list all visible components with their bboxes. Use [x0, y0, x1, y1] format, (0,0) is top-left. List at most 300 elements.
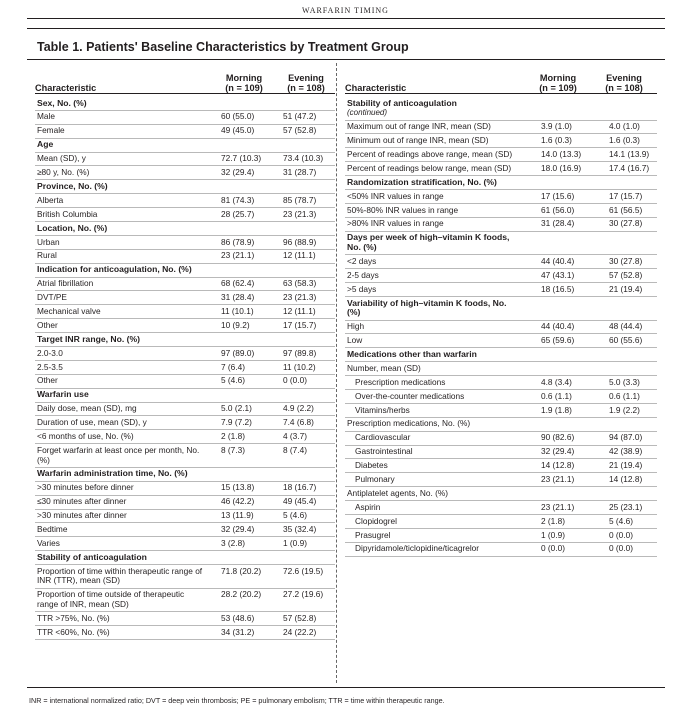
- characteristic-label: Stability of anticoagulation: [37, 551, 147, 562]
- morning-value: [525, 419, 591, 429]
- characteristic-cell: [35, 525, 211, 535]
- evening-value: 73.4 (10.3): [283, 153, 324, 164]
- morning-value: 86 (78.9): [221, 236, 255, 247]
- table-row: [35, 416, 335, 430]
- right-column: [345, 71, 657, 681]
- evening-value: 14 (12.8): [609, 473, 643, 484]
- characteristic-cell: [345, 350, 525, 360]
- characteristic-cell: [345, 136, 525, 146]
- characteristic-cell: [345, 271, 525, 281]
- evening-value: [277, 469, 335, 479]
- characteristic-cell: [345, 178, 525, 188]
- characteristic-label: Male: [37, 111, 55, 122]
- characteristic-label: Age: [37, 139, 54, 150]
- evening-value: 17.4 (16.7): [609, 162, 650, 173]
- characteristic-cell: [35, 628, 211, 638]
- characteristic-label: Vitamins/herbs: [355, 404, 410, 415]
- characteristic-label: Varies: [37, 537, 60, 548]
- morning-value: 1 (0.9): [541, 529, 565, 540]
- morning-value: 60 (55.0): [221, 111, 255, 122]
- characteristic-cell: [35, 210, 211, 220]
- characteristic-label: Percent of readings below range, mean (SD): [347, 162, 512, 173]
- evening-value: 61 (56.5): [609, 204, 643, 215]
- table-row: [345, 418, 657, 432]
- section-row: [35, 97, 335, 111]
- evening-value: 21 (19.4): [609, 460, 643, 471]
- evening-value: [277, 99, 335, 109]
- table-row: [35, 125, 335, 139]
- characteristic-cell: [345, 219, 525, 229]
- characteristic-cell: [345, 406, 525, 416]
- morning-value: 90 (82.6): [541, 432, 575, 443]
- morning-value: 0 (0.0): [541, 543, 565, 554]
- characteristic-label: Proportion of time within therapeutic range of INR (TTR), mean (SD): [37, 565, 203, 586]
- left-column: [35, 71, 335, 681]
- characteristic-cell: [345, 392, 525, 402]
- characteristic-cell: [345, 475, 525, 485]
- morning-value: 1.6 (0.3): [541, 135, 572, 146]
- evening-value: 18 (16.7): [283, 482, 317, 493]
- evening-value: 42 (38.9): [609, 446, 643, 457]
- evening-value: 49 (45.4): [283, 496, 317, 507]
- table-row: [345, 543, 657, 557]
- evening-value: 5 (4.6): [283, 510, 307, 521]
- characteristic-label: ≥80 y, No. (%): [37, 167, 90, 178]
- characteristic-cell: [35, 251, 211, 261]
- table-row: [345, 362, 657, 376]
- table-row: [345, 501, 657, 515]
- characteristic-label: Over-the-counter medications: [355, 390, 465, 401]
- characteristic-cell: [35, 614, 211, 624]
- characteristic-cell: [35, 418, 211, 428]
- morning-value: [211, 469, 277, 479]
- morning-value: 5.0 (2.1): [221, 403, 252, 414]
- evening-value: 4 (3.7): [283, 430, 307, 441]
- characteristic-label: DVT/PE: [37, 292, 67, 303]
- characteristic-label: Forget warfarin at least once per month, No. (%): [37, 444, 200, 465]
- characteristic-label: Prescription medications, No. (%): [347, 418, 471, 429]
- evening-value: [277, 224, 335, 234]
- evening-value: [591, 99, 657, 118]
- table-frame: [27, 28, 665, 688]
- characteristic-cell: [345, 503, 525, 513]
- morning-value: [211, 390, 277, 400]
- table-row: [345, 204, 657, 218]
- evening-value: 72.6 (19.5): [283, 565, 324, 576]
- characteristic-cell: [35, 196, 211, 206]
- characteristic-label: TTR <60%, No. (%): [37, 626, 110, 637]
- characteristic-label: Warfarin use: [37, 389, 89, 400]
- table-row: [345, 148, 657, 162]
- morning-value: 31 (28.4): [541, 218, 575, 229]
- morning-value: 0.6 (1.1): [541, 390, 572, 401]
- evening-value: 51 (47.2): [283, 111, 317, 122]
- table-row: [345, 404, 657, 418]
- characteristic-cell: [35, 511, 211, 521]
- characteristic-label: Minimum out of range INR, mean (SD): [347, 135, 489, 146]
- evening-value: [277, 265, 335, 275]
- table-row: [345, 473, 657, 487]
- table-row: [35, 403, 335, 417]
- table-row: [345, 515, 657, 529]
- morning-value: 8 (7.3): [221, 444, 245, 455]
- characteristic-cell: [35, 182, 211, 192]
- characteristic-cell: [35, 483, 211, 493]
- characteristic-cell: [35, 279, 211, 289]
- characteristic-label: Rural: [37, 250, 57, 261]
- characteristic-label: Prescription medications: [355, 376, 446, 387]
- characteristic-label: Variability of high–vitamin K foods, No. (%): [347, 297, 507, 318]
- characteristic-label: TTR >75%, No. (%): [37, 612, 110, 623]
- left-table-body: [35, 97, 335, 640]
- morning-value: 65 (59.6): [541, 335, 575, 346]
- section-row: [345, 297, 657, 321]
- table-row: [345, 134, 657, 148]
- morning-value: 13 (11.9): [221, 510, 254, 521]
- morning-value: 3 (2.8): [221, 537, 245, 548]
- continued-note: (continued): [347, 108, 388, 118]
- characteristic-label: Urban: [37, 236, 60, 247]
- morning-value: 32 (29.4): [221, 524, 255, 535]
- morning-value: [211, 553, 277, 563]
- evening-value: 30 (27.8): [609, 218, 643, 229]
- characteristic-cell: [35, 321, 211, 331]
- characteristic-label: >5 days: [347, 283, 377, 294]
- evening-value: 48 (44.4): [609, 321, 643, 332]
- characteristic-label: >80% INR values in range: [347, 218, 444, 229]
- table-title: Table 1. Patients' Baseline Characteristics by Treatment Group: [37, 40, 409, 54]
- table-row: [345, 218, 657, 232]
- characteristic-label: Mechanical valve: [37, 305, 101, 316]
- characteristic-label: Antiplatelet agents, No. (%): [347, 487, 448, 498]
- characteristic-label: Stability of anticoagulation: [347, 97, 457, 108]
- section-row: [35, 389, 335, 403]
- table-row: [35, 194, 335, 208]
- table-row: [345, 446, 657, 460]
- characteristic-cell: [345, 285, 525, 295]
- characteristic-label: Indication for anticoagulation, No. (%): [37, 264, 192, 275]
- characteristic-label: <50% INR values in range: [347, 190, 444, 201]
- evening-value: [591, 233, 657, 252]
- characteristic-cell: [345, 517, 525, 527]
- characteristic-label: <2 days: [347, 255, 377, 266]
- characteristic-cell: [35, 349, 211, 359]
- evening-value: [277, 182, 335, 192]
- morning-value: 32 (29.4): [221, 167, 255, 178]
- morning-value: [525, 233, 591, 252]
- table-row: [35, 319, 335, 333]
- characteristic-label: Prasugrel: [355, 529, 391, 540]
- table-row: [345, 255, 657, 269]
- evening-value: 1.6 (0.3): [609, 135, 640, 146]
- morning-value: 44 (40.4): [541, 321, 575, 332]
- morning-value: [525, 299, 591, 318]
- characteristic-label: Other: [37, 319, 58, 330]
- characteristic-cell: [35, 224, 211, 234]
- evening-value: 63 (58.3): [283, 278, 317, 289]
- section-row: [35, 139, 335, 153]
- section-row: [35, 333, 335, 347]
- characteristic-cell: [35, 307, 211, 317]
- evening-value: [591, 419, 657, 429]
- evening-value: 94 (87.0): [609, 432, 643, 443]
- morning-value: 11 (10.1): [221, 305, 254, 316]
- morning-value: [211, 99, 277, 109]
- section-row: [35, 222, 335, 236]
- section-row: [35, 468, 335, 482]
- evening-value: 97 (89.8): [283, 347, 317, 358]
- characteristic-cell: [345, 99, 525, 118]
- evening-value: 17 (15.7): [283, 319, 317, 330]
- characteristic-label: Female: [37, 125, 65, 136]
- morning-value: [525, 178, 591, 188]
- morning-value: 14 (12.8): [541, 460, 575, 471]
- evening-value: 5 (4.6): [609, 515, 633, 526]
- characteristic-cell: [35, 590, 211, 609]
- characteristic-label: High: [347, 321, 365, 332]
- section-row: [35, 264, 335, 278]
- morning-value: [525, 364, 591, 374]
- morning-value: 3.9 (1.0): [541, 121, 572, 132]
- table-row: [35, 510, 335, 524]
- table-row: [345, 121, 657, 135]
- table-row: [35, 482, 335, 496]
- characteristic-label: 2.0-3.0: [37, 347, 63, 358]
- table-row: [35, 537, 335, 551]
- evening-value: 25 (23.1): [609, 501, 643, 512]
- characteristic-label: <6 months of use, No. (%): [37, 430, 134, 441]
- evening-value: 7.4 (6.8): [283, 417, 314, 428]
- table-row: [345, 376, 657, 390]
- characteristic-cell: [35, 390, 211, 400]
- characteristic-label: Gastrointestinal: [355, 446, 413, 457]
- morning-value: 2 (1.8): [221, 430, 245, 441]
- evening-value: 12 (11.1): [283, 250, 316, 261]
- characteristic-label: >30 minutes before dinner: [37, 482, 134, 493]
- table-row: [35, 523, 335, 537]
- characteristic-cell: [345, 378, 525, 388]
- evening-value: [591, 489, 657, 499]
- table-row: [345, 283, 657, 297]
- section-row: [35, 551, 335, 565]
- evening-value: 11 (10.2): [283, 361, 316, 372]
- table-row: [35, 361, 335, 375]
- characteristic-cell: [35, 126, 211, 136]
- characteristic-label: ≤30 minutes after dinner: [37, 496, 127, 507]
- characteristic-label: Maximum out of range INR, mean (SD): [347, 121, 491, 132]
- characteristic-label: Diabetes: [355, 460, 388, 471]
- morning-value: 2 (1.8): [541, 515, 565, 526]
- characteristic-cell: [345, 192, 525, 202]
- morning-value: 28.2 (20.2): [221, 589, 262, 600]
- morning-value: 46 (42.2): [221, 496, 255, 507]
- characteristic-label: Randomization stratification, No. (%): [347, 176, 497, 187]
- evening-value: 35 (32.4): [283, 524, 317, 535]
- table-row: [35, 305, 335, 319]
- characteristic-label: Province, No. (%): [37, 180, 108, 191]
- table-row: [345, 459, 657, 473]
- characteristic-label: Proportion of time outside of therapeutic range of INR, mean (SD): [37, 589, 185, 609]
- morning-value: 97 (89.0): [221, 347, 255, 358]
- running-head: WARFARIN TIMING: [302, 6, 389, 15]
- characteristic-cell: [35, 238, 211, 248]
- section-row: [345, 176, 657, 190]
- characteristic-label: Location, No. (%): [37, 222, 108, 233]
- characteristic-cell: [35, 335, 211, 345]
- morning-value: 15 (13.8): [221, 482, 255, 493]
- table-row: [35, 430, 335, 444]
- table-row: [35, 589, 335, 613]
- evening-value: 24 (22.2): [283, 626, 317, 637]
- table-row: [345, 269, 657, 283]
- evening-value: [277, 553, 335, 563]
- table-row: [345, 190, 657, 204]
- table-row: [345, 432, 657, 446]
- characteristic-cell: [345, 544, 525, 554]
- characteristic-cell: [35, 497, 211, 507]
- morning-value: [211, 335, 277, 345]
- evening-value: 4.9 (2.2): [283, 403, 314, 414]
- evening-value: [277, 335, 335, 345]
- characteristic-cell: [345, 531, 525, 541]
- table-row: [35, 565, 335, 589]
- characteristic-cell: [35, 567, 211, 586]
- morning-value: [211, 140, 277, 150]
- morning-value: 53 (48.6): [221, 612, 255, 623]
- right-table-body: [345, 97, 657, 557]
- characteristic-label: 2.5-3.5: [37, 361, 63, 372]
- characteristic-header: Characteristic: [35, 83, 97, 93]
- evening-header: Evening (n = 108): [605, 73, 643, 93]
- morning-value: 10 (9.2): [221, 319, 250, 330]
- evening-value: 57 (52.8): [283, 612, 317, 623]
- evening-value: 57 (52.8): [283, 125, 317, 136]
- characteristic-label: Number, mean (SD): [347, 362, 421, 373]
- table-row: [35, 278, 335, 292]
- characteristic-label: Mean (SD), y: [37, 153, 86, 164]
- characteristic-cell: [35, 265, 211, 275]
- left-header-row: [35, 71, 335, 94]
- characteristic-label: Medications other than warfarin: [347, 348, 477, 359]
- table-row: [35, 208, 335, 222]
- characteristic-cell: [345, 322, 525, 332]
- morning-value: 81 (74.3): [221, 194, 255, 205]
- evening-value: 60 (55.6): [609, 335, 643, 346]
- characteristic-label: Cardiovascular: [355, 432, 411, 443]
- evening-value: 85 (78.7): [283, 194, 317, 205]
- table-row: [35, 626, 335, 640]
- evening-value: 0 (0.0): [609, 529, 633, 540]
- characteristic-label: Sex, No. (%): [37, 97, 87, 108]
- morning-value: [211, 182, 277, 192]
- table-row: [345, 529, 657, 543]
- title-rule: [27, 59, 665, 60]
- morning-value: 71.8 (20.2): [221, 565, 262, 576]
- morning-value: [525, 99, 591, 118]
- section-row: [345, 232, 657, 256]
- table-row: [345, 390, 657, 404]
- evening-value: 23 (21.3): [283, 208, 317, 219]
- table-row: [35, 444, 335, 468]
- characteristic-label: >30 minutes after dinner: [37, 510, 127, 521]
- evening-value: [591, 299, 657, 318]
- table-row: [345, 162, 657, 176]
- characteristic-cell: [35, 154, 211, 164]
- characteristic-cell: [35, 539, 211, 549]
- characteristic-cell: [345, 433, 525, 443]
- evening-value: [277, 390, 335, 400]
- morning-value: 23 (21.1): [541, 501, 575, 512]
- evening-value: 0.6 (1.1): [609, 390, 640, 401]
- morning-value: 32 (29.4): [541, 446, 575, 457]
- table-row: [35, 612, 335, 626]
- characteristic-cell: [345, 164, 525, 174]
- characteristic-cell: [35, 99, 211, 109]
- characteristic-cell: [345, 489, 525, 499]
- evening-value: 14.1 (13.9): [609, 148, 650, 159]
- table-row: [35, 111, 335, 125]
- evening-value: 4.0 (1.0): [609, 121, 640, 132]
- morning-value: 5 (4.6): [221, 375, 245, 386]
- characteristic-label: Daily dose, mean (SD), mg: [37, 403, 137, 414]
- characteristic-label: Duration of use, mean (SD), y: [37, 417, 147, 428]
- evening-value: 31 (28.7): [283, 167, 317, 178]
- characteristic-cell: [345, 206, 525, 216]
- header-rule: [27, 18, 665, 19]
- evening-value: 30 (27.8): [609, 255, 643, 266]
- characteristic-cell: [345, 419, 525, 429]
- characteristic-label: Percent of readings above range, mean (SD): [347, 148, 513, 159]
- morning-value: [211, 224, 277, 234]
- table-row: [345, 487, 657, 501]
- morning-value: [525, 350, 591, 360]
- table-row: [35, 375, 335, 389]
- table-row: [35, 496, 335, 510]
- characteristic-cell: [35, 112, 211, 122]
- characteristic-label: 2-5 days: [347, 269, 379, 280]
- morning-value: 28 (25.7): [221, 208, 255, 219]
- evening-value: [591, 364, 657, 374]
- characteristic-cell: [345, 122, 525, 132]
- table-row: [345, 334, 657, 348]
- morning-value: 44 (40.4): [541, 255, 575, 266]
- characteristic-label: Pulmonary: [355, 473, 395, 484]
- characteristic-cell: [35, 168, 211, 178]
- evening-value: 21 (19.4): [609, 283, 643, 294]
- right-header-row: [345, 71, 657, 94]
- characteristic-cell: [345, 447, 525, 457]
- evening-value: 5.0 (3.3): [609, 376, 640, 387]
- characteristic-label: British Columbia: [37, 208, 98, 219]
- morning-value: 61 (56.0): [541, 204, 575, 215]
- section-row: [345, 348, 657, 362]
- evening-value: 12 (11.1): [283, 305, 316, 316]
- evening-value: 1 (0.9): [283, 537, 307, 548]
- characteristic-header: Characteristic: [345, 83, 407, 93]
- characteristic-label: 50%-80% INR values in range: [347, 204, 459, 215]
- characteristic-cell: [35, 446, 211, 465]
- characteristic-label: Bedtime: [37, 524, 68, 535]
- morning-value: [525, 489, 591, 499]
- characteristic-cell: [35, 140, 211, 150]
- evening-value: 96 (88.9): [283, 236, 317, 247]
- characteristic-label: Warfarin administration time, No. (%): [37, 468, 188, 479]
- characteristic-cell: [35, 363, 211, 373]
- characteristic-cell: [345, 299, 525, 318]
- morning-value: 31 (28.4): [221, 292, 255, 303]
- characteristic-label: Target INR range, No. (%): [37, 333, 140, 344]
- table-row: [35, 250, 335, 264]
